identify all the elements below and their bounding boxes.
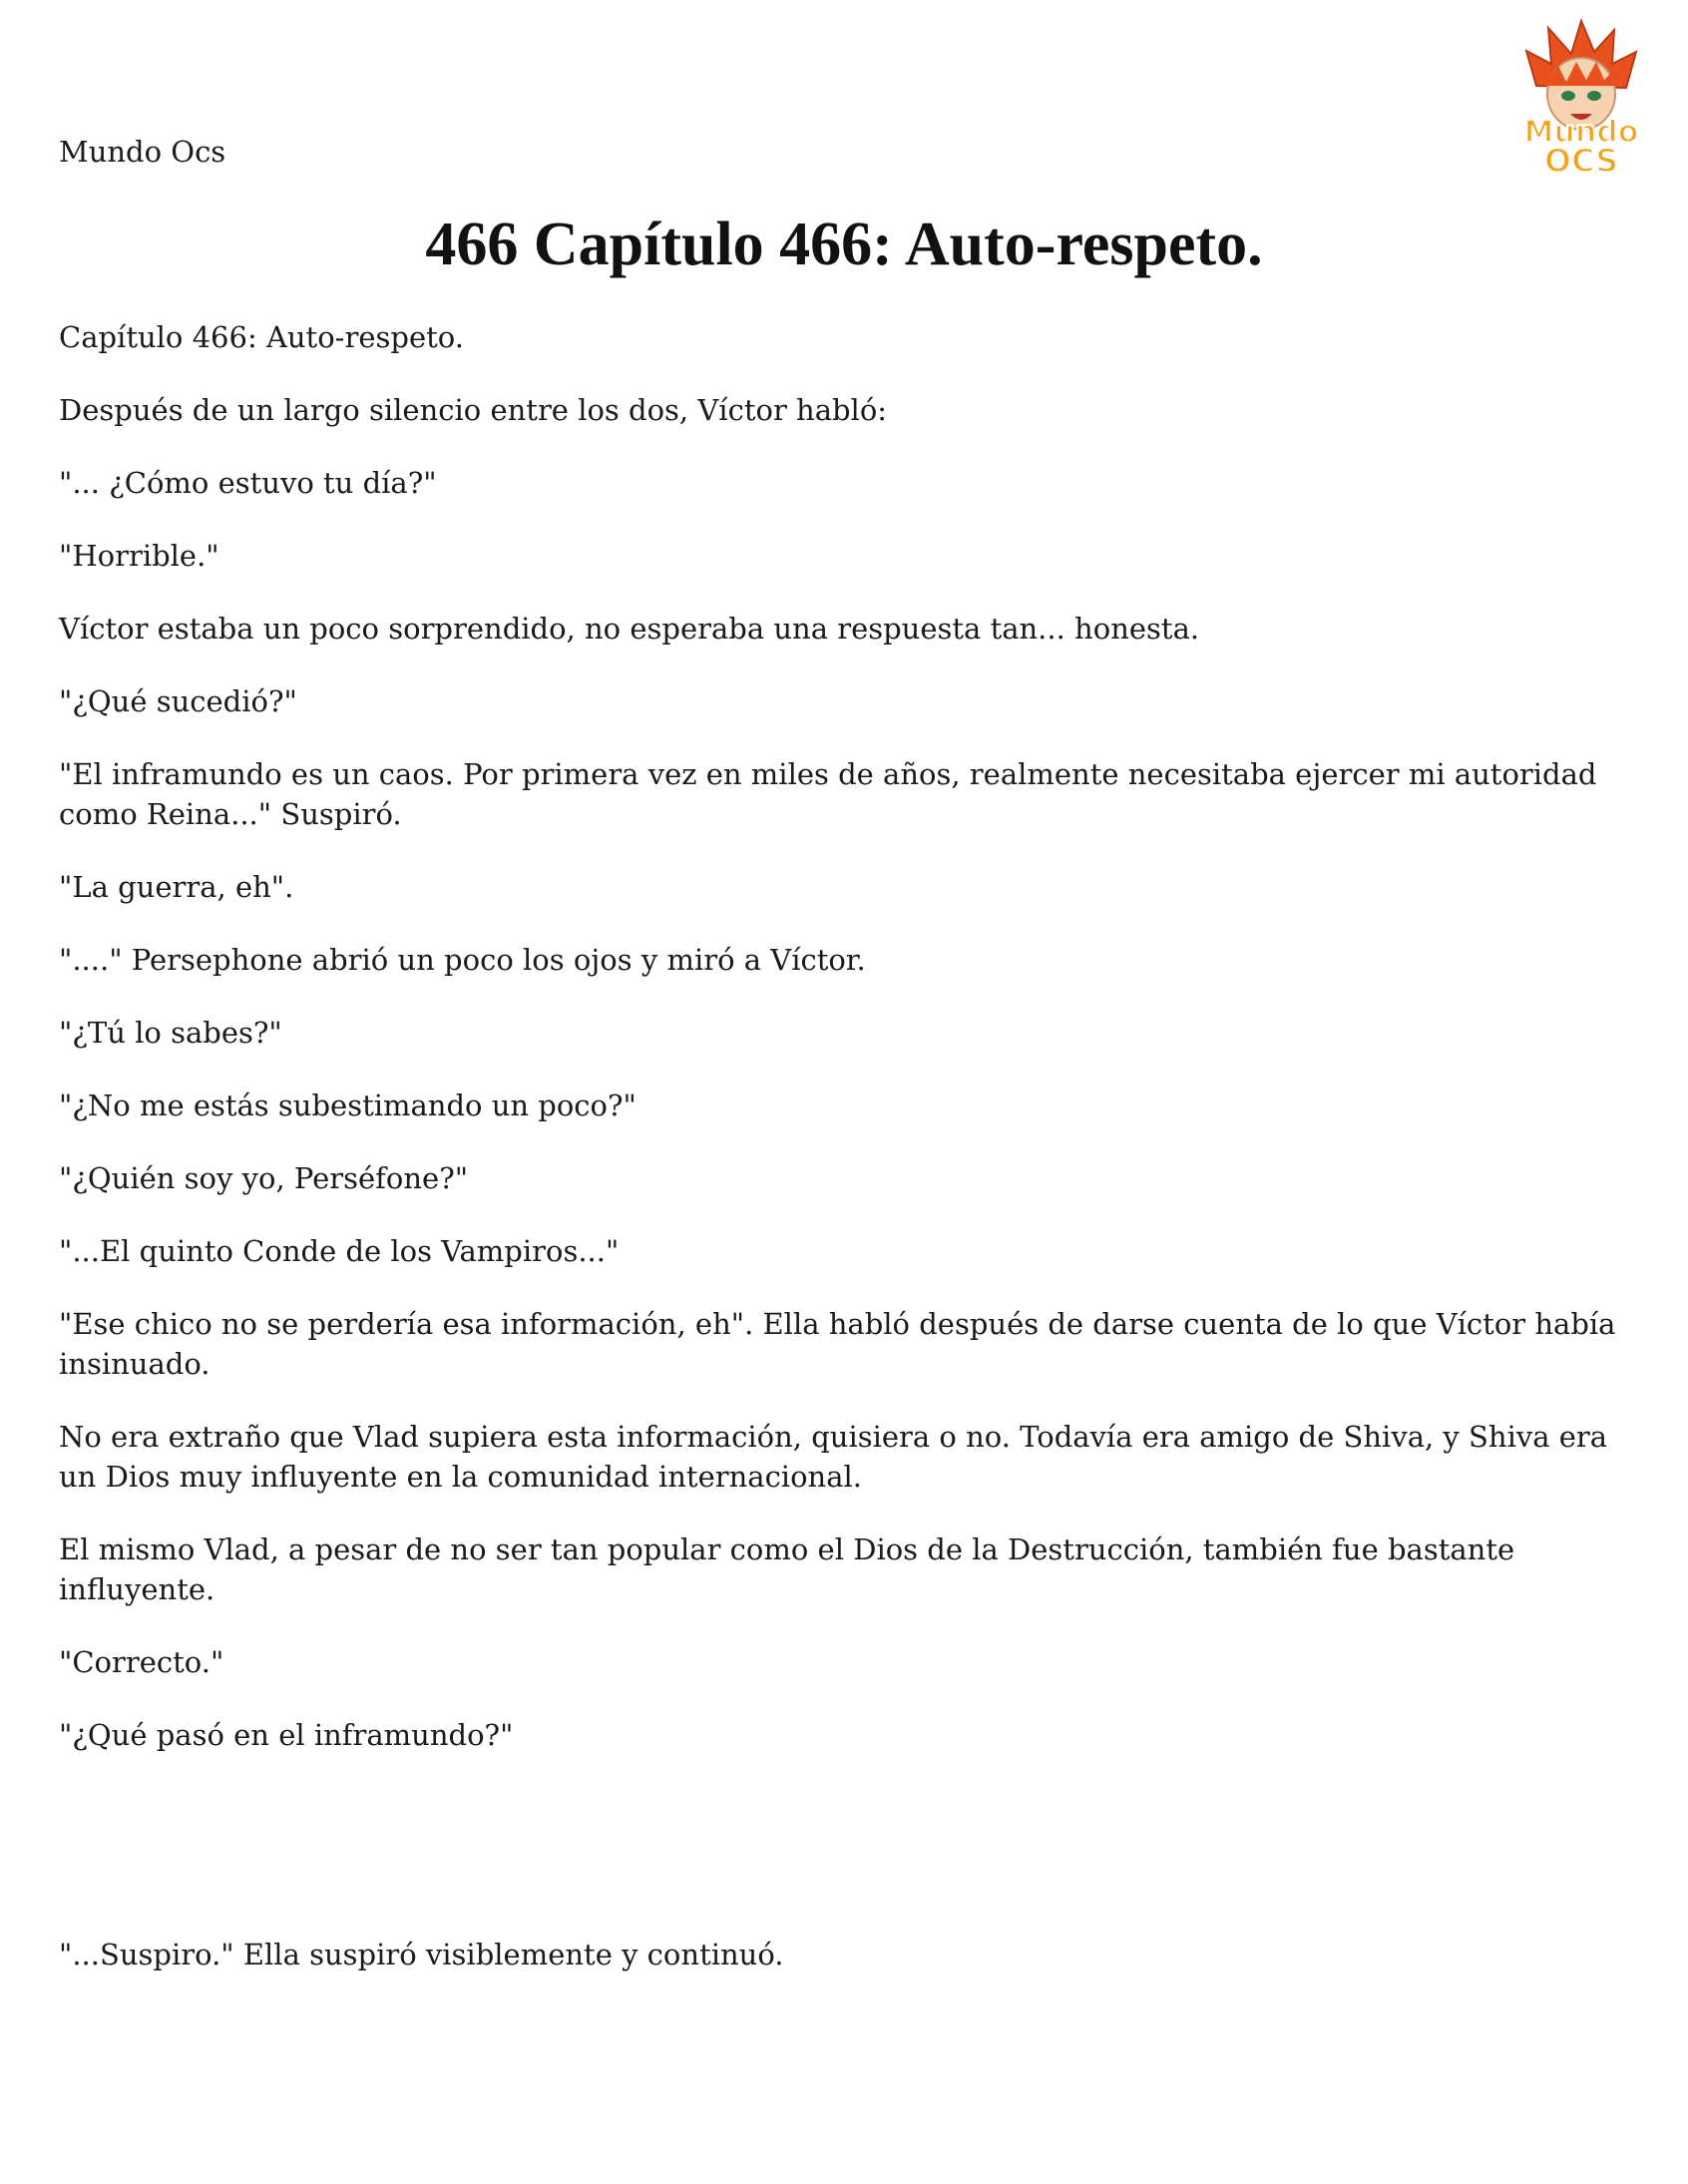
paragraph: "¿Quién soy yo, Perséfone?" <box>59 1161 469 1195</box>
mascot-logo-icon <box>1496 16 1666 181</box>
paragraph: Después de un largo silencio entre los dos, Víctor habló: <box>59 393 888 427</box>
paragraph: Víctor estaba un poco sorprendido, no esperaba una respuesta tan... honesta. <box>59 612 1200 646</box>
paragraph: "... ¿Cómo estuvo tu día?" <box>59 466 437 500</box>
mundo-ocs-logo <box>1496 16 1666 181</box>
paragraph: "El inframundo es un caos. Por primera vez en miles de años, realmente necesitaba ejercer mi autoridad como Reina..." Suspiró. <box>59 757 1606 831</box>
paragraph: "¿Tú lo sabes?" <box>59 1016 282 1050</box>
chapter-title: 466 Capítulo 466: Auto-respeto. <box>425 211 1263 278</box>
paragraph: "¿Qué pasó en el inframundo?" <box>59 1718 514 1752</box>
paragraph: "...Suspiro." Ella suspiró visiblemente y continuó. <box>59 1938 784 1971</box>
paragraph: "Ese chico no se perdería esa información, eh". Ella habló después de darse cuenta de lo que Víctor había insinuado. <box>59 1307 1625 1381</box>
paragraph: No era extraño que Vlad supiera esta información, quisiera o no. Todavía era amigo de Shiva, y Shiva era un Dios muy influyente en la comunidad internacional. <box>59 1420 1617 1494</box>
paragraph: "La guerra, eh". <box>59 870 294 904</box>
paragraph: "...." Persephone abrió un poco los ojos y miró a Víctor. <box>59 943 866 977</box>
paragraph: "¿Qué sucedió?" <box>59 684 297 718</box>
paragraph: El mismo Vlad, a pesar de no ser tan popular como el Dios de la Destrucción, también fue bastante influyente. <box>59 1532 1524 1606</box>
logo-text-mundo: Mundo <box>1523 115 1639 150</box>
paragraph: Capítulo 466: Auto-respeto. <box>59 320 464 354</box>
chapter-body <box>59 317 1635 1974</box>
paragraph: "¿No me estás subestimando un poco?" <box>59 1089 636 1122</box>
paragraph: "Correcto." <box>59 1645 224 1679</box>
paragraph: "Horrible." <box>59 539 219 573</box>
logo-text-ocs: OCS <box>1543 142 1619 180</box>
site-name: Mundo Ocs <box>59 135 226 169</box>
paragraph: "...El quinto Conde de los Vampiros..." <box>59 1234 620 1268</box>
